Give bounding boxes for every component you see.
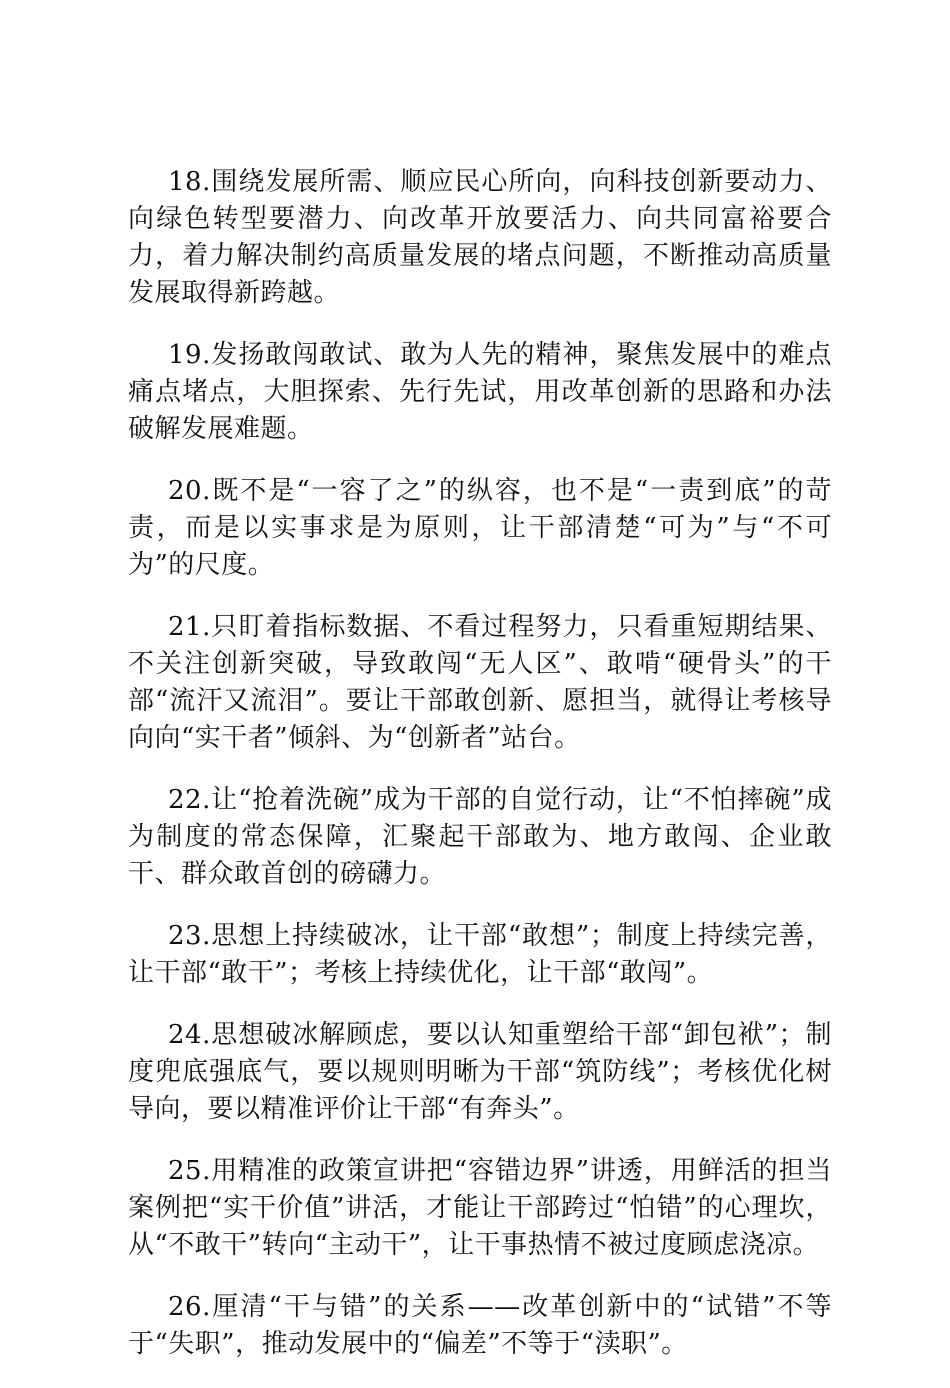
document-page [128, 164, 832, 1388]
paragraph-24: 24.思想破冰解顾虑，要以认知重塑给干部“卸包袱”；制度兜底强底气，要以规则明晰为干部“筑防线”；考核优化树导向，要以精准评价让干部“有奔头”。 [128, 1020, 832, 1124]
paragraph-19: 19.发扬敢闯敢试、敢为人先的精神，聚焦发展中的难点痛点堵点，大胆探索、先行先试，用改革创新的思路和办法破解发展难题。 [128, 340, 832, 444]
paragraph-25: 25.用精准的政策宣讲把“容错边界”讲透，用鲜活的担当案例把“实干价值”讲活，才能让干部跨过“怕错”的心理坎，从“不敢干”转向“主动干”，让干事热情不被过度顾虑浇凉。 [128, 1156, 832, 1260]
paragraph-26: 26.厘清“干与错”的关系——改革创新中的“试错”不等于“失职”，推动发展中的“偏差”不等于“渎职”。 [128, 1292, 832, 1359]
paragraph-22: 22.让“抢着洗碗”成为干部的自觉行动，让“不怕摔碗”成为制度的常态保障，汇聚起干部敢为、地方敢闯、企业敢干、群众敢首创的磅礴力。 [128, 785, 832, 889]
paragraph-18: 18.围绕发展所需、顺应民心所向，向科技创新要动力、向绿色转型要潜力、向改革开放要活力、向共同富裕要合力，着力解决制约高质量发展的堵点问题，不断推动高质量发展取得新跨越。 [128, 167, 832, 308]
paragraph-23: 23.思想上持续破冰，让干部“敢想”；制度上持续完善，让干部“敢干”；考核上持续优化，让干部“敢闯”。 [128, 921, 832, 988]
paragraph-21: 21.只盯着指标数据、不看过程努力，只看重短期结果、不关注创新突破，导致敢闯“无人区”、敢啃“硬骨头”的干部“流汗又流泪”。要让干部敢创新、愿担当，就得让考核导向向“实干者”倾斜、为“创新者”站台。 [128, 612, 832, 753]
paragraph-20: 20.既不是“一容了之”的纵容，也不是“一责到底”的苛责，而是以实事求是为原则，让干部清楚“可为”与“不可为”的尺度。 [128, 476, 832, 580]
